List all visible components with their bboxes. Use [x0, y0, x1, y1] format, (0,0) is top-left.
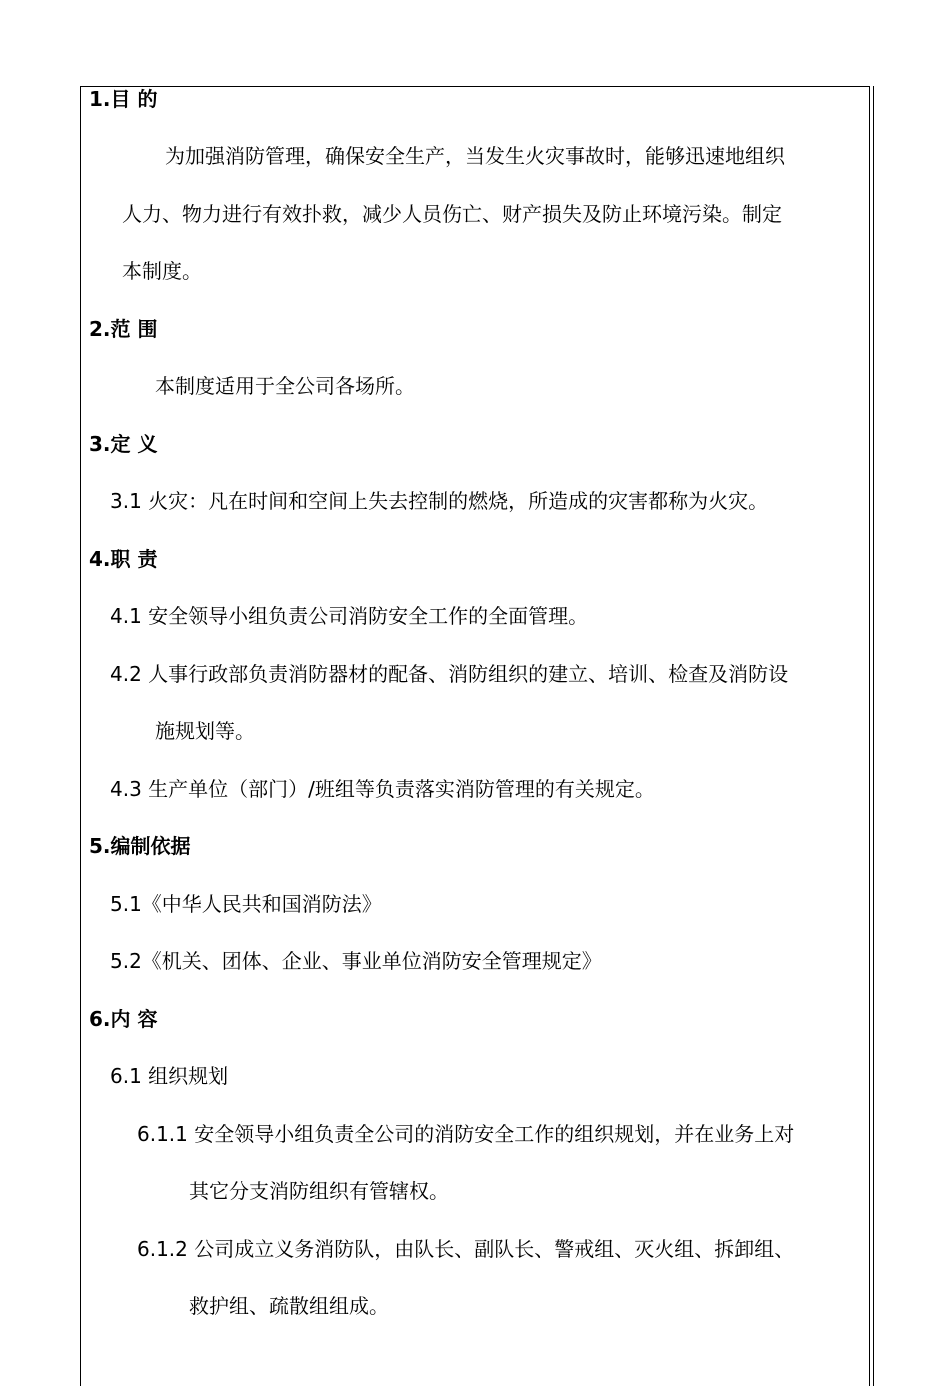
paragraph-line: 6.1 组织规划 [110, 1064, 229, 1088]
paragraph-line: 施规划等。 [155, 719, 255, 743]
section-heading-duties: 4.职 责 [89, 547, 158, 571]
paragraph-line: 4.1 安全领导小组负责公司消防安全工作的全面管理。 [110, 604, 589, 628]
paragraph-line: 5.2《机关、团体、企业、事业单位消防安全管理规定》 [110, 949, 602, 973]
section-heading-scope: 2.范 围 [89, 317, 158, 341]
paragraph-line: 4.3 生产单位（部门）/班组等负责落实消防管理的有关规定。 [110, 777, 655, 801]
paragraph-line: 本制度适用于全公司各场所。 [155, 374, 415, 398]
paragraph-line: 为加强消防管理，确保安全生产，当发生火灾事故时，能够迅速地组织 [165, 144, 785, 168]
paragraph-line: 3.1 火灾：凡在时间和空间上失去控制的燃烧，所造成的灾害都称为火灾。 [110, 489, 769, 513]
paragraph-line: 6.1.1 安全领导小组负责全公司的消防安全工作的组织规划，并在业务上对 [137, 1122, 795, 1146]
paragraph-line: 其它分支消防组织有管辖权。 [189, 1179, 449, 1203]
section-heading-definition: 3.定 义 [89, 432, 158, 456]
paragraph-line: 救护组、疏散组组成。 [189, 1294, 389, 1318]
frame-double-line [873, 86, 874, 1386]
section-heading-basis: 5.编制依据 [89, 834, 191, 858]
paragraph-line: 4.2 人事行政部负责消防器材的配备、消防组织的建立、培训、检查及消防设 [110, 662, 789, 686]
paragraph-line: 5.1《中华人民共和国消防法》 [110, 892, 382, 916]
paragraph-line: 人力、物力进行有效扑救，减少人员伤亡、财产损失及防止环境污染。制定 [122, 202, 782, 226]
paragraph-line: 6.1.2 公司成立义务消防队，由队长、副队长、警戒组、灭火组、拆卸组、 [137, 1237, 795, 1261]
section-heading-purpose: 1.目 的 [89, 87, 158, 111]
section-heading-content: 6.内 容 [89, 1007, 158, 1031]
paragraph-line: 本制度。 [122, 259, 202, 283]
